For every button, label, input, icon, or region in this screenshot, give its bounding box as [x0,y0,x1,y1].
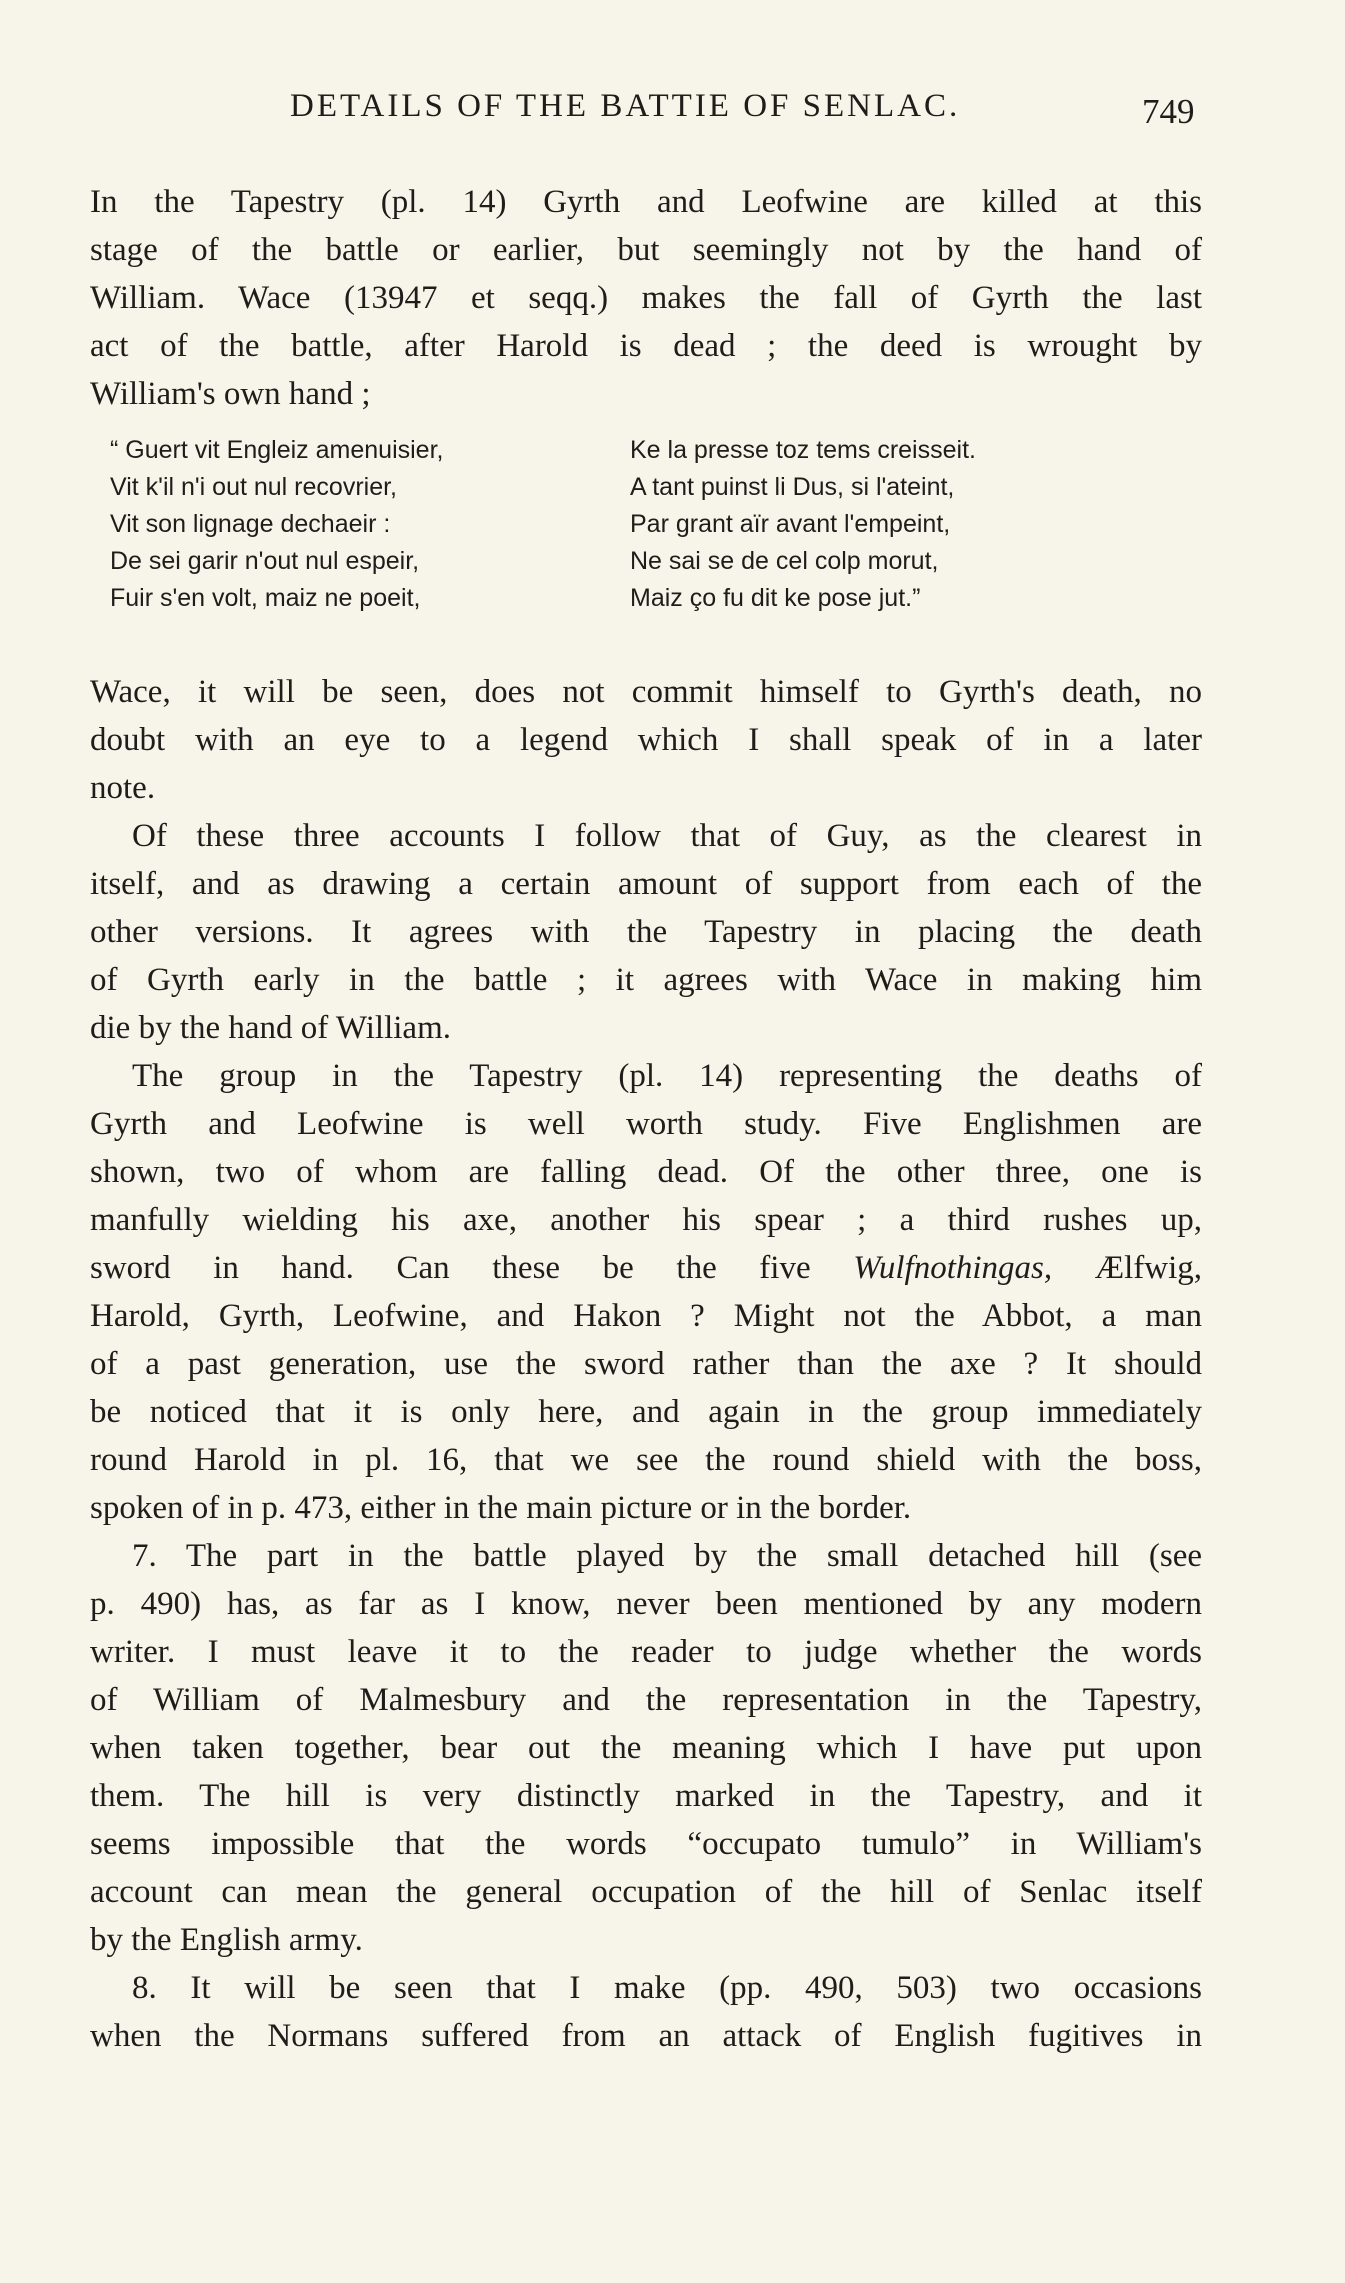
text-line: account can mean the general occupation of the hill of Senlac itself [90,1874,1202,1910]
text-line: note. [90,770,156,806]
text-line: writer. I must leave it to the reader to judge whether the words [90,1634,1202,1670]
text-line: of Gyrth early in the battle ; it agrees with Wace in making him [90,962,1202,998]
text-line [90,1244,1202,1292]
text-line: Harold, Gyrth, Leofwine, and Hakon ? Might not the Abbot, a man [90,1298,1202,1334]
text-span: sword in hand. Can these be the five [90,1250,811,1286]
text-line: seems impossible that the words “occupato tumulo” in William's [90,1826,1202,1862]
text-line: William. Wace (13947 et seqq.) makes the fall of Gyrth the last [90,280,1202,316]
text-line: itself, and as drawing a certain amount of support from each of the [90,866,1202,902]
text-line: of William of Malmesbury and the representation in the Tapestry, [90,1682,1202,1718]
verse-line: Maiz ço fu dit ke pose jut.” [630,584,921,612]
text-line: shown, two of whom are falling dead. Of the other three, one is [90,1154,1202,1190]
running-title: DETAILS OF THE BATTIE OF SENLAC. [290,88,961,124]
text-line: 8. It will be seen that I make (pp. 490, 503) two occasions [132,1970,1202,2006]
text-line: stage of the battle or earlier, but seemingly not by the hand of [90,232,1202,268]
verse-column-right [630,432,976,617]
text-line: be noticed that it is only here, and again in the group immediately [90,1394,1202,1430]
page-number: 749 [1142,92,1195,131]
verse-line: Vit son lignage dechaeir : [110,510,391,538]
main-text [90,668,1202,2060]
text-line: Gyrth and Leofwine is well worth study. Five Englishmen are [90,1106,1202,1142]
verse-line: Ne sai se de cel colp morut, [630,547,939,575]
text-line: p. 490) has, as far as I know, never been mentioned by any modern [90,1586,1202,1622]
text-span: Ælfwig, [1094,1250,1202,1286]
verse-line: Ke la presse toz tems creisseit. [630,436,976,464]
text-line: In the Tapestry (pl. 14) Gyrth and Leofwine are killed at this [90,184,1202,220]
text-line: when the Normans suffered from an attack of English fugitives in [90,2018,1202,2054]
text-line: The group in the Tapestry (pl. 14) representing the deaths of [132,1058,1202,1094]
text-line: 7. The part in the battle played by the small detached hill (see [132,1538,1202,1574]
text-line: William's own hand ; [90,376,371,412]
text-line: round Harold in pl. 16, that we see the round shield with the boss, [90,1442,1202,1478]
verse-column-left [110,432,443,617]
verse-line: “ Guert vit Engleiz amenuisier, [110,436,444,464]
text-line: them. The hill is very distinctly marked in the Tapestry, and it [90,1778,1202,1814]
text-line: Wace, it will be seen, does not commit himself to Gyrth's death, no [90,674,1202,710]
text-line: other versions. It agrees with the Tapestry in placing the death [90,914,1202,950]
italic-name: Wulfnothingas, [853,1250,1053,1286]
text-line: when taken together, bear out the meaning which I have put upon [90,1730,1202,1766]
text-line: die by the hand of William. [90,1010,451,1046]
verse-line: Fuir s'en volt, maiz ne poeit, [110,584,421,612]
intro-paragraph [90,178,1202,418]
verse-line: Vit k'il n'i out nul recovrier, [110,473,397,501]
verse-line: De sei garir n'out nul espeir, [110,547,420,575]
text-line: of a past generation, use the sword rather than the axe ? It should [90,1346,1202,1382]
text-line: manfully wielding his axe, another his spear ; a third rushes up, [90,1202,1202,1238]
text-line: Of these three accounts I follow that of Guy, as the clearest in [132,818,1202,854]
text-line: spoken of in p. 473, either in the main picture or in the border. [90,1490,912,1526]
verse-line: Par grant aïr avant l'empeint, [630,510,951,538]
verse-line: A tant puinst li Dus, si l'ateint, [630,473,955,501]
text-line: doubt with an eye to a legend which I shall speak of in a later [90,722,1202,758]
text-line: act of the battle, after Harold is dead ; the deed is wrought by [90,328,1202,364]
text-line: by the English army. [90,1922,363,1958]
